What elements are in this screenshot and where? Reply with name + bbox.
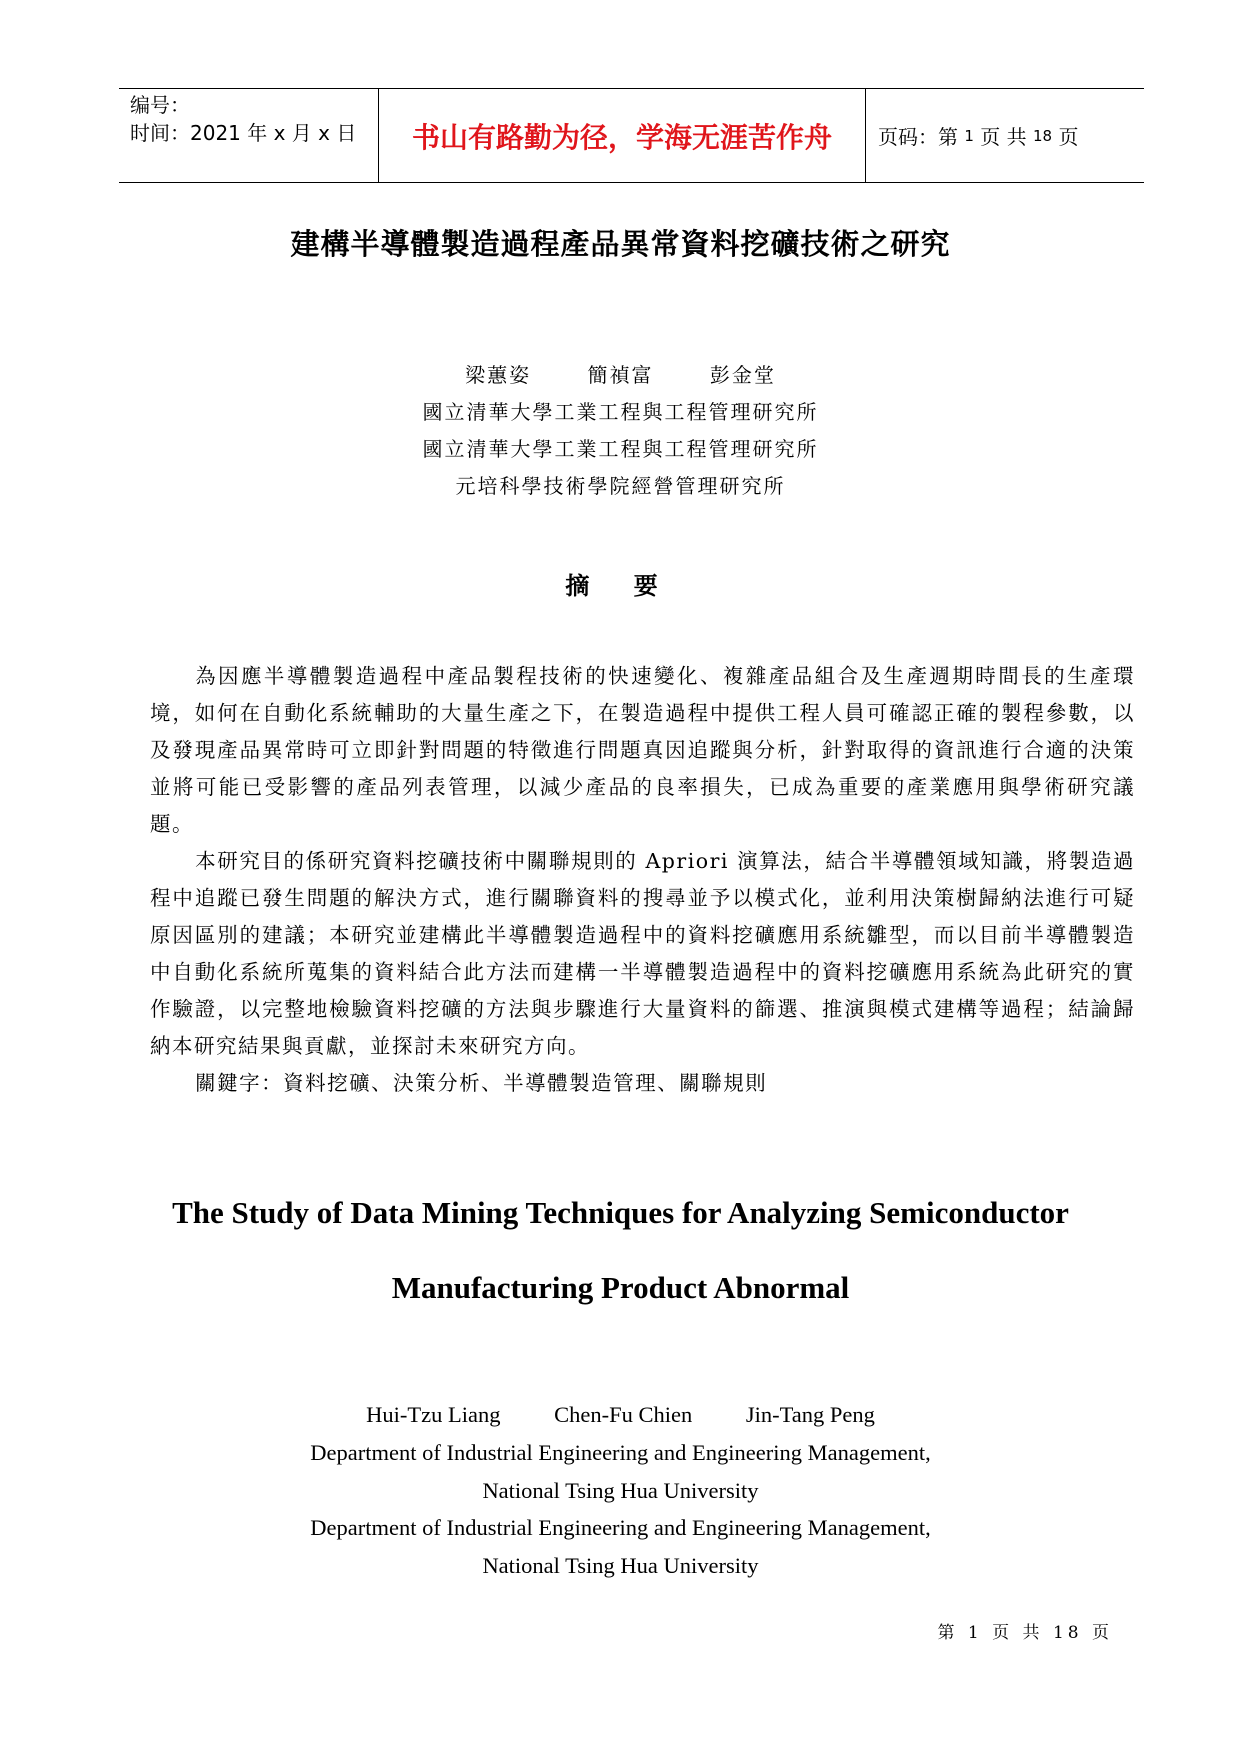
author-en-1: Hui-Tzu Liang [366, 1402, 501, 1427]
author-cn-3: 彭金堂 [709, 363, 776, 387]
footer-total: 18 [1052, 1623, 1083, 1643]
document-header [119, 88, 1144, 183]
paper-title-chinese: 建構半導體製造過程產品異常資料挖礦技術之研究 [290, 227, 951, 261]
abstract-paragraph-2: 本研究目的係研究資料挖礦技術中關聯規則的 Apriori 演算法，結合半導體領域知識，將製造過程中追蹤已發生問題的解決方式，進行關聯資料的搜尋並予以模式化，並利用決策樹歸納法進行可疑原因區別的建議；本研究並建構此半導體製造過程中的資料挖礦應用系統雛型，而以目前半導體製造中自動化系統所蒐集的資料結合此方法而建構一半導體製造過程中的資料挖礦應用系統為此研究的實作驗證，以完整地檢驗資料挖礦的方法與步驟進行大量資料的篩選、推演與模式建構等過程；結論歸納本研究結果與貢獻，並探討未來研究方向。 [150, 849, 1135, 1058]
affiliation-en-4: National Tsing Hua University [482, 1553, 759, 1578]
header-time-label: 时间：2021 年 x 月 x 日 [130, 121, 357, 145]
abstract-paragraph-1: 為因應半導體製造過程中產品製程技術的快速變化、複雜產品組合及生產週期時間長的生產環境，如何在自動化系統輔助的大量生產之下，在製造過程中提供工程人員可確認正確的製程參數，以及發現產品異常時可立即針對問題的特徵進行問題真因追蹤與分析，針對取得的資訊進行合適的決策並將可能已受影響的產品列表管理，以減少產品的良率損失，已成為重要的產業應用與學術研究議題。 [150, 664, 1135, 836]
affiliation-en-2: National Tsing Hua University [482, 1478, 759, 1503]
author-cn-2: 簡禎富 [587, 363, 654, 387]
authors-english [0, 1402, 1241, 1428]
abstract-body [150, 658, 1135, 1102]
footer-suffix: 页 [1092, 1623, 1113, 1643]
header-number-label: 编号： [130, 93, 190, 117]
header-page-suffix: 页 [1058, 125, 1079, 149]
affiliation-en-3: Department of Industrial Engineering and Engineering Management, [310, 1515, 931, 1540]
affiliation-cn-3: 元培科學技術學院經營管理研究所 [455, 474, 786, 498]
author-en-3: Jin-Tang Peng [745, 1402, 875, 1427]
paper-title-english-line-1: The Study of Data Mining Techniques for Analyzing Semiconductor [172, 1195, 1069, 1230]
footer-current: 1 [967, 1623, 983, 1643]
abstract-heading: 摘 要 [565, 571, 676, 600]
affiliation-cn-1: 國立清華大學工業工程與工程管理研究所 [422, 400, 819, 424]
author-cn-1: 梁蕙姿 [465, 363, 532, 387]
header-meta [119, 89, 379, 182]
affiliation-en-1: Department of Industrial Engineering and Engineering Management, [310, 1440, 931, 1465]
header-page-total: 18 [1032, 126, 1053, 145]
footer-mid: 页 共 [992, 1623, 1044, 1643]
header-page-prefix: 页码：第 [878, 125, 958, 149]
keywords-line: 關鍵字：資料挖礦、決策分析、半導體製造管理、關聯規則 [195, 1071, 768, 1095]
affiliation-cn-2: 國立清華大學工業工程與工程管理研究所 [422, 437, 819, 461]
authors-chinese [0, 359, 1241, 388]
footer-prefix: 第 [937, 1623, 959, 1643]
page-footer [938, 1618, 1114, 1643]
header-page-current: 1 [964, 126, 974, 145]
paper-title-english-line-2: Manufacturing Product Abnormal [391, 1270, 850, 1305]
header-motto: 书山有路勤为径，学海无涯苦作舟 [379, 89, 866, 182]
header-page-mid: 页 共 [980, 125, 1027, 149]
author-en-2: Chen-Fu Chien [554, 1402, 693, 1427]
header-page-info [866, 89, 1144, 182]
